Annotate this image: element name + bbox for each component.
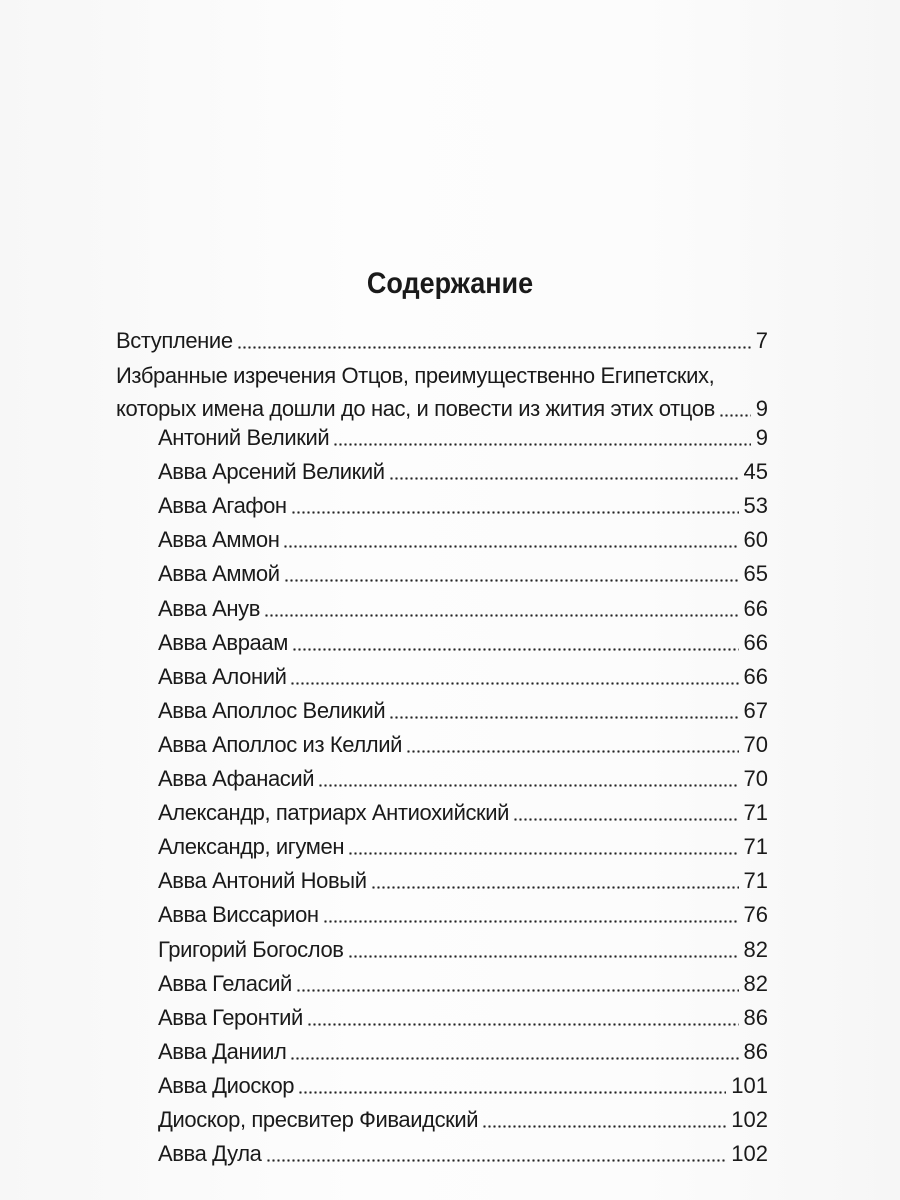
toc-entry-label: Александр, патриарх Антиохийский <box>158 800 510 826</box>
toc-entry <box>158 1105 768 1135</box>
toc-entry-label: Авва Алоний <box>158 663 287 689</box>
dot-leader <box>371 886 739 889</box>
dot-leader <box>348 955 739 958</box>
toc-entry <box>158 1071 768 1101</box>
dot-leader <box>237 346 751 349</box>
toc-entry-label: Александр, игумен <box>158 834 345 860</box>
dot-leader <box>318 784 738 787</box>
toc-entry-label: Авва Геронтий <box>158 1004 303 1030</box>
toc-entry-page: 102 <box>731 1141 768 1167</box>
toc-entry-label: Авва Аполлос из Келлий <box>158 731 403 757</box>
toc-entry <box>158 594 768 624</box>
toc-entry-label: Авва Аммон <box>158 527 280 553</box>
toc-entry-label: Авва Даниил <box>158 1038 287 1064</box>
toc-entry-label: Авва Аммой <box>158 561 280 587</box>
toc-entry <box>158 969 768 999</box>
toc-entry-page: 70 <box>743 731 768 757</box>
toc-entry-label: Авва Авраам <box>158 629 288 655</box>
toc-entry <box>158 900 768 930</box>
toc-entry-page: 66 <box>743 595 768 621</box>
dot-leader <box>296 989 739 992</box>
toc-entry-label: Авва Геласий <box>158 970 292 996</box>
toc-entry-page: 67 <box>743 697 768 723</box>
toc-entry-page: 9 <box>755 396 768 421</box>
toc-entry-page: 70 <box>743 766 768 791</box>
toc-entry-label: Диоскор, пресвитер Фиваидский <box>158 1107 479 1132</box>
dot-leader <box>389 477 739 480</box>
toc-entry <box>158 457 768 487</box>
toc-entry <box>158 696 768 726</box>
dot-leader <box>406 750 738 753</box>
dot-leader <box>283 545 738 548</box>
toc-entry-selected-sayings-line1: Избранные изречения Отцов, преимущественно Египетских, <box>116 363 715 388</box>
toc-entry-page: 71 <box>743 800 768 826</box>
toc-entry-page: 86 <box>743 1038 768 1064</box>
dot-leader <box>298 1091 726 1094</box>
toc-entry-page: 60 <box>743 527 768 553</box>
toc-entry <box>158 525 768 555</box>
toc-entry <box>158 798 768 828</box>
toc-entry <box>158 866 768 896</box>
toc-entry <box>158 662 768 692</box>
dot-leader <box>389 716 738 719</box>
dot-leader <box>348 852 738 855</box>
dot-leader <box>284 579 739 582</box>
toc-entry-page: 7 <box>755 328 768 353</box>
toc-entry-label: Григорий Богослов <box>158 936 344 962</box>
toc-entry-label: Авва Антоний Новый <box>158 868 367 894</box>
toc-entry-label: Вступление <box>116 328 233 353</box>
dot-leader <box>323 920 739 923</box>
toc-entry-page: 65 <box>743 561 768 587</box>
toc-entry <box>158 730 768 760</box>
dot-leader <box>291 511 739 514</box>
toc-entry <box>158 1037 768 1067</box>
dot-leader <box>307 1023 739 1026</box>
toc-entry-label: Антоний Великий <box>158 425 330 450</box>
toc-entry-label: Авва Анув <box>158 595 261 621</box>
toc-entry-label: Авва Диоскор <box>158 1072 295 1098</box>
toc-entry-page: 76 <box>743 902 768 928</box>
toc-entry <box>158 491 768 521</box>
toc-entry-label: которых имена дошли до нас, и повести из жития этих отцов <box>116 396 715 421</box>
toc-entry <box>158 628 768 658</box>
toc-entry-page: 102 <box>731 1107 768 1132</box>
toc-title: Содержание <box>366 267 534 300</box>
dot-leader <box>719 414 751 417</box>
dot-leader <box>290 682 738 685</box>
dot-leader <box>266 1159 727 1162</box>
dot-leader <box>333 443 751 446</box>
toc-entry <box>158 832 768 862</box>
toc-entry-label: Авва Дула <box>158 1141 262 1167</box>
toc-entry <box>158 1003 768 1033</box>
toc-entry-page: 66 <box>743 663 768 689</box>
toc-entry-page: 82 <box>743 936 768 962</box>
toc-entry-page: 71 <box>743 834 768 860</box>
dot-leader <box>292 648 739 651</box>
dot-leader <box>482 1125 726 1128</box>
toc-entry-page: 101 <box>731 1072 768 1098</box>
toc-entry <box>158 764 768 794</box>
toc-entry-label: Авва Агафон <box>158 493 287 519</box>
toc-entry <box>158 423 768 453</box>
toc-entry-label: Авва Афанасий <box>158 766 315 791</box>
toc-entry-page: 71 <box>743 868 768 894</box>
dot-leader <box>290 1057 738 1060</box>
dot-leader <box>513 818 738 821</box>
toc-entry-label: Авва Аполлос Великий <box>158 697 386 723</box>
toc-entry-selected-sayings <box>116 394 768 424</box>
toc-entry-page: 66 <box>743 629 768 655</box>
toc-entry-page: 82 <box>743 970 768 996</box>
toc-entry <box>158 935 768 965</box>
toc-entry-page: 9 <box>755 425 768 450</box>
toc-entry <box>158 559 768 589</box>
toc-entry <box>158 1139 768 1169</box>
toc-entry-page: 53 <box>743 493 768 519</box>
toc-entry-page: 45 <box>743 459 768 485</box>
toc-entry-label: Авва Арсений Великий <box>158 459 385 485</box>
toc-entry-label: Авва Виссарион <box>158 902 319 928</box>
toc-entry-page: 86 <box>743 1004 768 1030</box>
toc-entry-intro <box>116 326 768 356</box>
dot-leader <box>264 614 738 617</box>
